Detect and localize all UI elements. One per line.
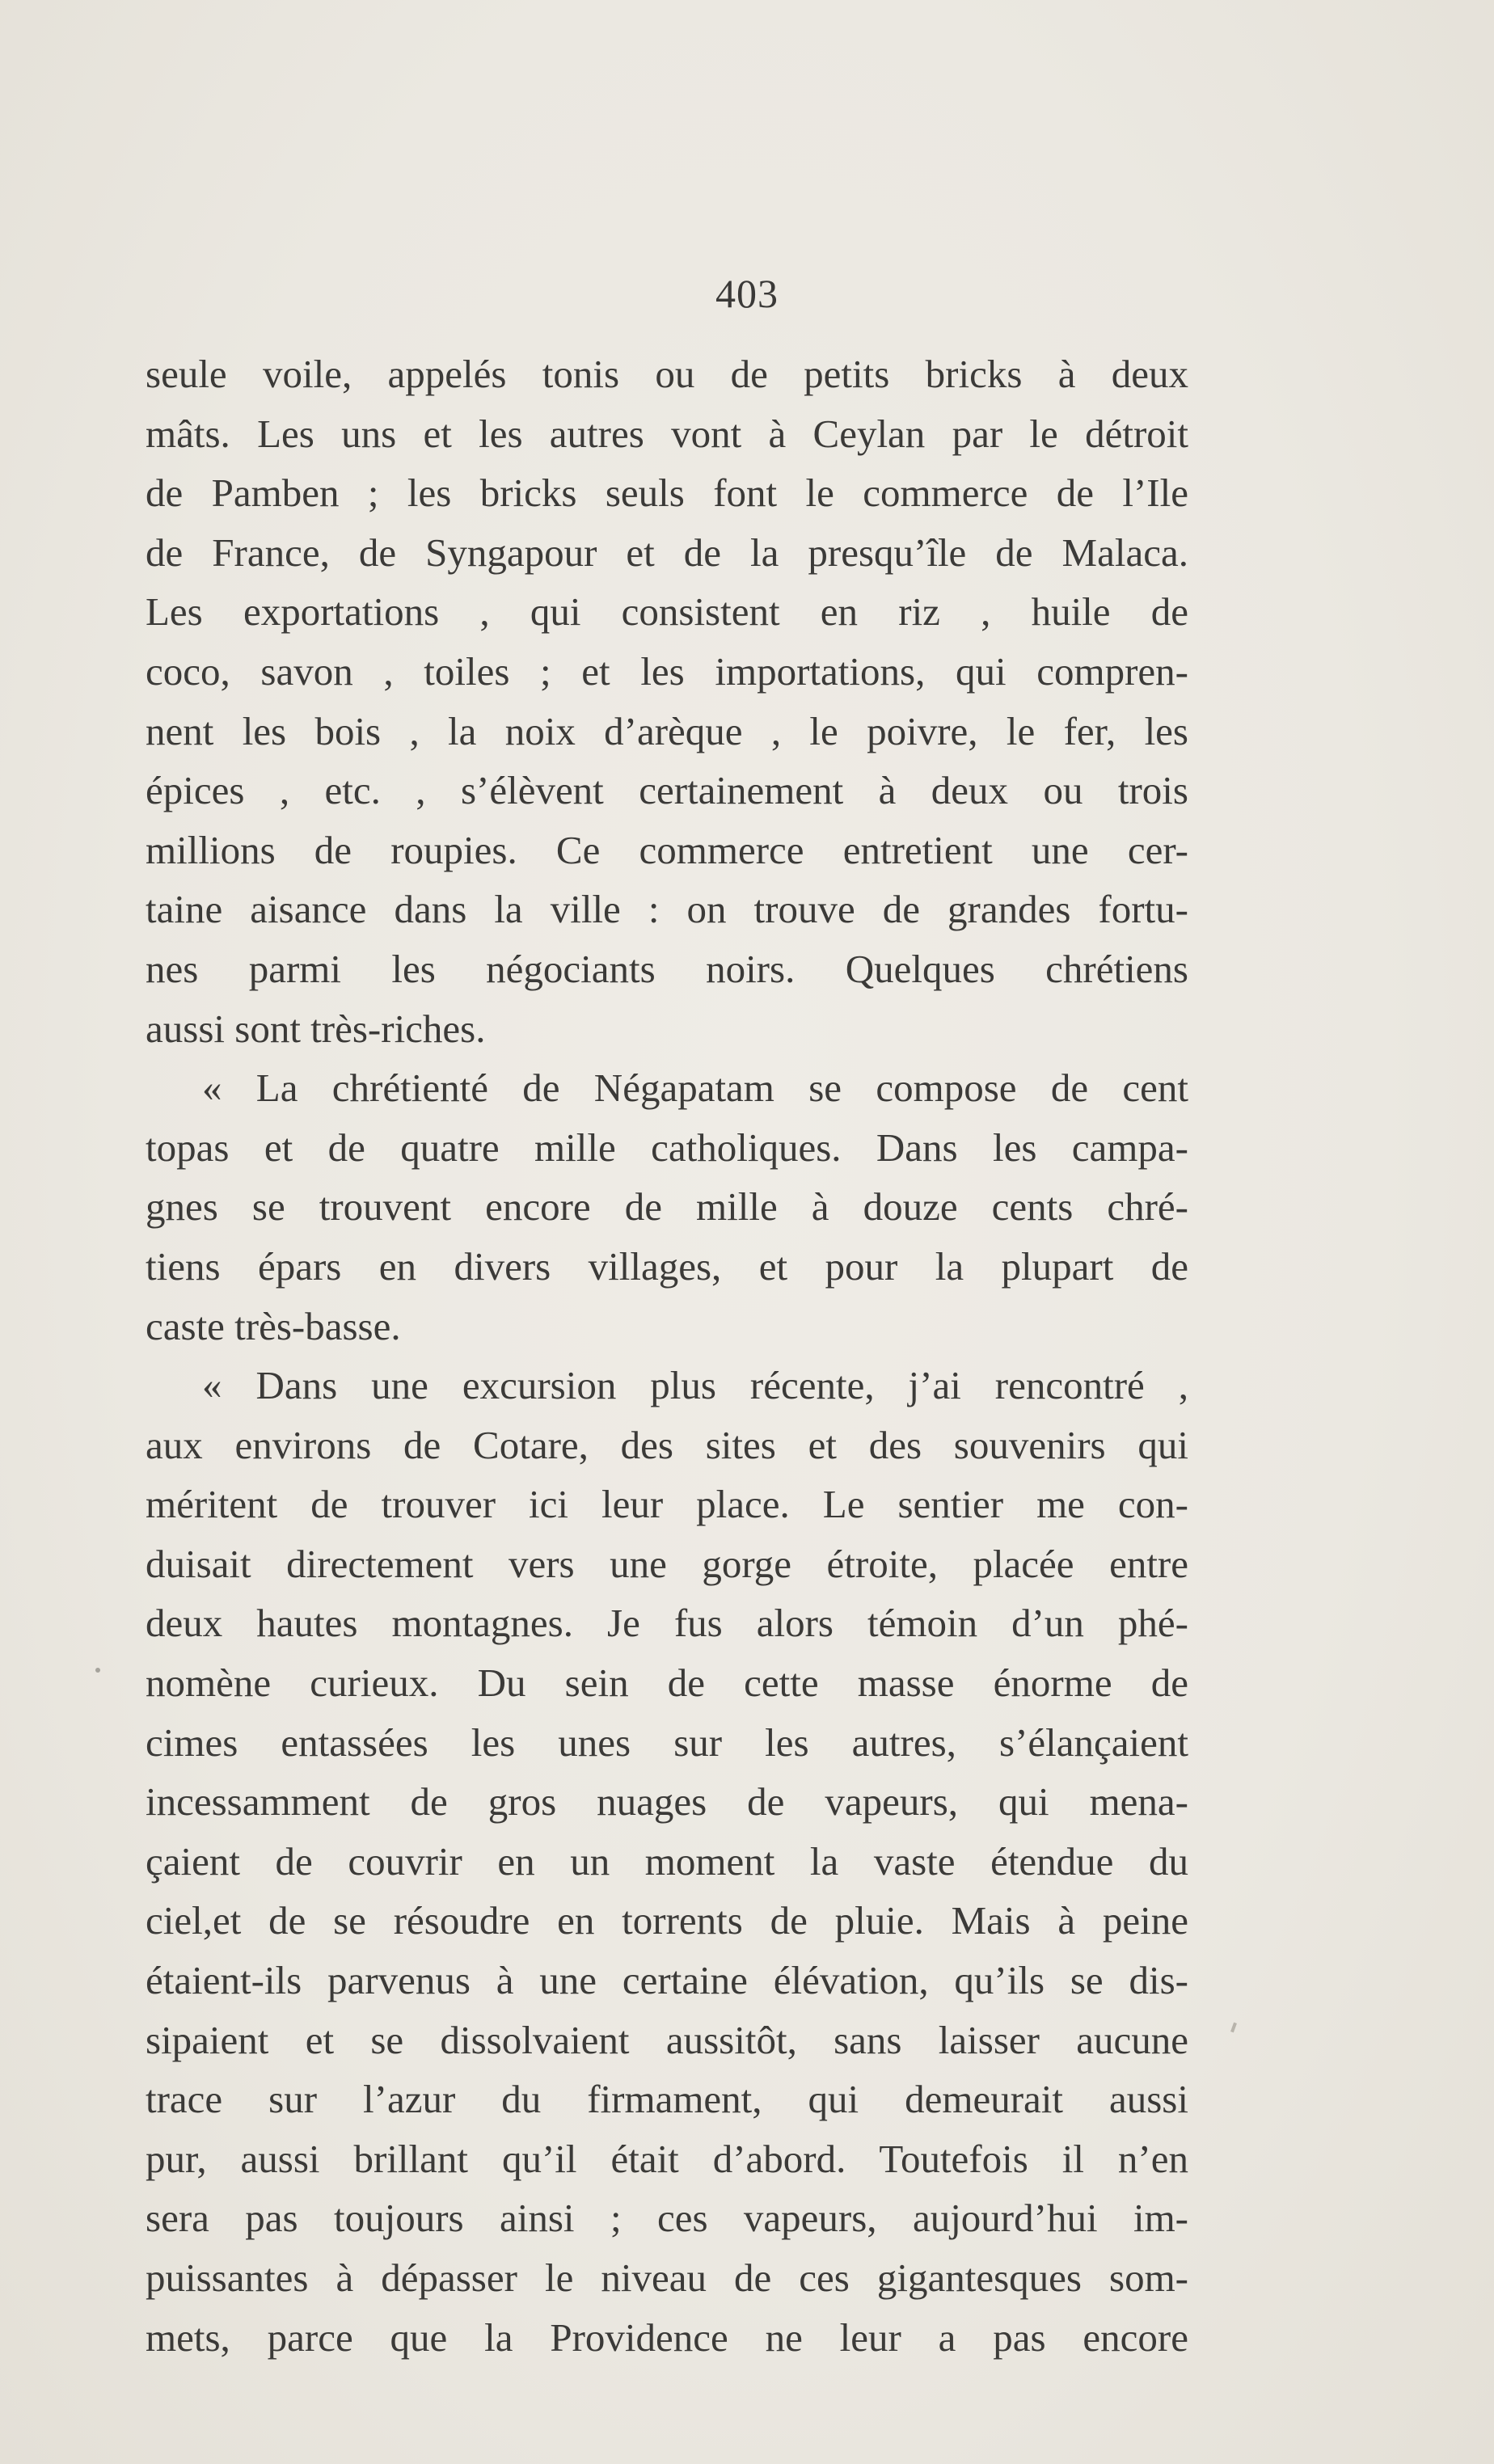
- text-line: ciel,et de se résoudre en torrents de pluie. Mais à peine: [146, 1898, 1188, 1943]
- text-line: duisait directement vers une gorge étroite, placée entre: [146, 1541, 1188, 1586]
- text-line: de France, de Syngapour et de la presqu’île de Malaca.: [146, 530, 1188, 575]
- paragraph-start-line: « La chrétienté de Négapatam se compose de cent: [202, 1065, 1188, 1111]
- text-line: coco, savon , toiles ; et les importations, qui compren-: [146, 648, 1188, 694]
- text-line: Les exportations , qui consistent en riz , huile de: [146, 589, 1188, 635]
- text-line: sera pas toujours ainsi ; ces vapeurs, aujourd’hui im-: [146, 2196, 1188, 2241]
- text-line: mets, parce que la Providence ne leur a pas encore: [146, 2314, 1188, 2360]
- text-line: de Pamben ; les bricks seuls font le commerce de l’Ile: [146, 470, 1188, 516]
- text-line: puissantes à dépasser le niveau de ces gigantesques som-: [146, 2255, 1188, 2300]
- text-line: çaient de couvrir en un moment la vaste étendue du: [146, 1838, 1188, 1884]
- margin-speck: [1230, 2023, 1237, 2033]
- text-line: nent les bois , la noix d’arèque , le poivre, le fer, les: [146, 708, 1188, 753]
- page-number: 403: [715, 271, 779, 316]
- text-line: nomène curieux. Du sein de cette masse énorme de: [146, 1660, 1188, 1706]
- text-line: incessamment de gros nuages de vapeurs, qui mena-: [146, 1779, 1188, 1825]
- text-line: cimes entassées les unes sur les autres, s’élançaient: [146, 1719, 1188, 1765]
- text-line: millions de roupies. Ce commerce entretient une cer-: [146, 827, 1188, 872]
- body-text: [146, 344, 1188, 2367]
- text-line: seule voile, appelés tonis ou de petits bricks à deux: [146, 352, 1188, 396]
- text-line: épices , etc. , s’élèvent certainement à deux ou trois: [146, 768, 1188, 813]
- paragraph-start-line: « Dans une excursion plus récente, j’ai rencontré ,: [202, 1363, 1188, 1408]
- text-line: gnes se trouvent encore de mille à douze cents chré-: [146, 1184, 1188, 1230]
- text-line: mâts. Les uns et les autres vont à Ceylan par le détroit: [146, 411, 1188, 456]
- text-line: deux hautes montagnes. Je fus alors témoin d’un phé-: [146, 1601, 1188, 1646]
- text-line: étaient-ils parvenus à une certaine élévation, qu’ils se dis-: [146, 1958, 1188, 2003]
- text-line: aussi sont très-riches.: [146, 1006, 486, 1051]
- text-line: pur, aussi brillant qu’il était d’abord. Toutefois il n’en: [146, 2136, 1188, 2181]
- text-line: nes parmi les négociants noirs. Quelques chrétiens: [146, 946, 1188, 991]
- margin-speck: [95, 1668, 100, 1673]
- text-line: méritent de trouver ici leur place. Le sentier me con-: [146, 1482, 1188, 1527]
- text-line: caste très-basse.: [146, 1303, 401, 1348]
- text-line: taine aisance dans la ville : on trouve de grandes fortu-: [146, 887, 1188, 932]
- text-line: trace sur l’azur du firmament, qui demeurait aussi: [146, 2077, 1188, 2122]
- text-line: topas et de quatre mille catholiques. Dans les campa-: [146, 1124, 1188, 1170]
- text-line: sipaient et se dissolvaient aussitôt, sans laisser aucune: [146, 2017, 1188, 2062]
- text-line: tiens épars en divers villages, et pour la plupart de: [146, 1243, 1188, 1289]
- text-line: aux environs de Cotare, des sites et des souvenirs qui: [146, 1422, 1188, 1467]
